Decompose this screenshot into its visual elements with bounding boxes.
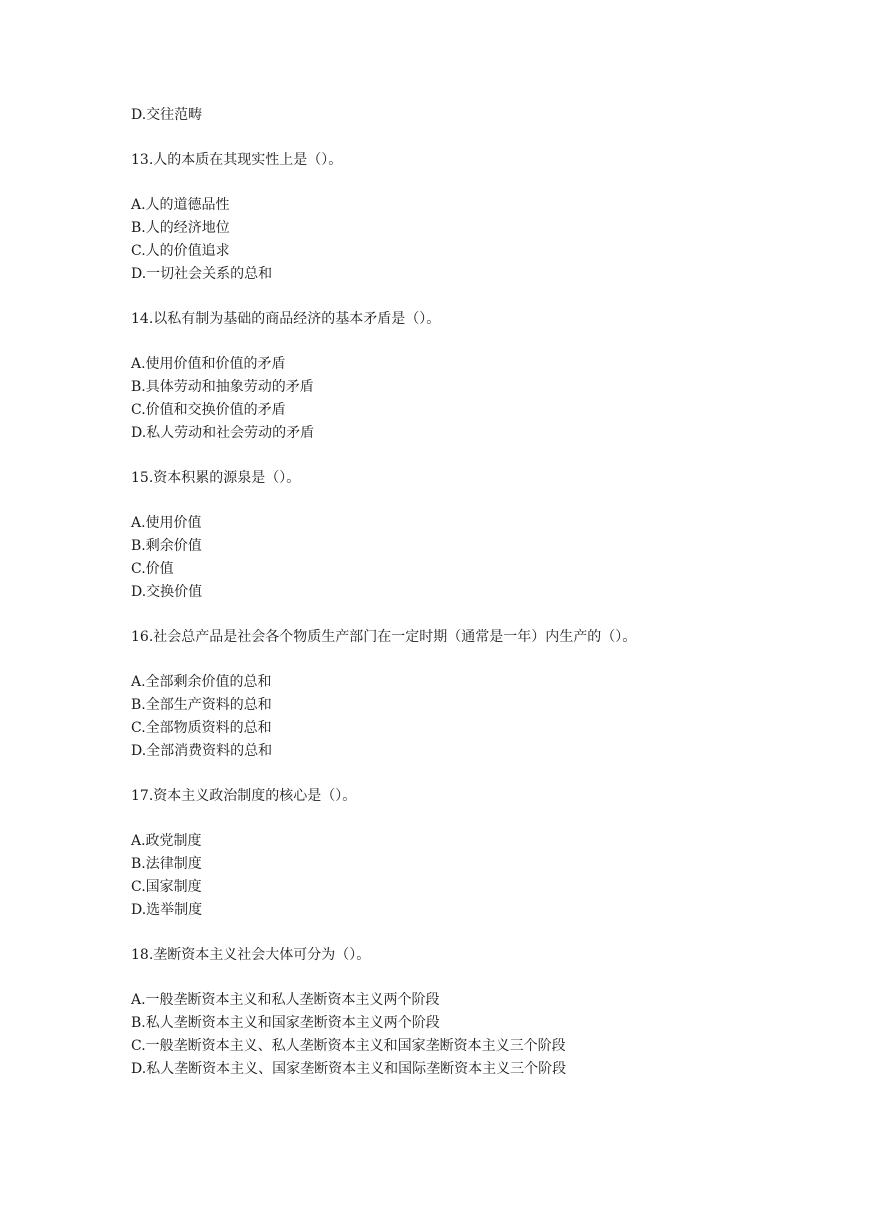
option-d: D.选举制度: [131, 902, 203, 918]
option-d: D.交换价值: [131, 584, 203, 600]
question-stem: 16.社会总产品是社会各个物质生产部门在一定时期（通常是一年）内生产的（）。: [131, 629, 637, 645]
option-a: A.使用价值: [131, 515, 202, 531]
option-b: B.法律制度: [131, 856, 202, 872]
question-stem: 15.资本积累的源泉是（）。: [131, 470, 301, 486]
question-13: [131, 149, 831, 286]
question-stem: 18.垄断资本主义社会大体可分为（）。: [131, 947, 371, 963]
option-d: D.私人劳动和社会劳动的矛盾: [131, 425, 315, 441]
option-d: D.全部消费资料的总和: [131, 743, 273, 759]
option-a: A.一般垄断资本主义和私人垄断资本主义两个阶段: [131, 992, 440, 1008]
option-b: B.私人垄断资本主义和国家垄断资本主义两个阶段: [131, 1015, 440, 1031]
question-14: [131, 308, 831, 445]
option-d: D.一切社会关系的总和: [131, 266, 273, 282]
option-a: A.人的道德品性: [131, 197, 230, 213]
option-b: B.具体劳动和抽象劳动的矛盾: [131, 379, 314, 395]
question-18: [131, 944, 831, 1081]
option-c: C.国家制度: [131, 879, 202, 895]
question-stem: 17.资本主义政治制度的核心是（）。: [131, 788, 357, 804]
question-16: [131, 626, 831, 763]
lead-option: D.交往范畴: [131, 107, 203, 123]
option-a: A.全部剩余价值的总和: [131, 674, 272, 690]
option-c: C.价值和交换价值的矛盾: [131, 402, 286, 418]
option-b: B.全部生产资料的总和: [131, 697, 272, 713]
question-stem: 14.以私有制为基础的商品经济的基本矛盾是（）。: [131, 311, 441, 327]
question-17: [131, 785, 831, 922]
option-a: A.使用价值和价值的矛盾: [131, 356, 286, 372]
question-15: [131, 467, 831, 604]
option-b: B.剩余价值: [131, 538, 202, 554]
question-stem: 13.人的本质在其现实性上是（）。: [131, 152, 343, 168]
document-page: [131, 104, 831, 1081]
option-c: C.人的价值追求: [131, 243, 230, 259]
option-c: C.一般垄断资本主义、私人垄断资本主义和国家垄断资本主义三个阶段: [131, 1038, 566, 1054]
option-d: D.私人垄断资本主义、国家垄断资本主义和国际垄断资本主义三个阶段: [131, 1061, 567, 1077]
option-b: B.人的经济地位: [131, 220, 230, 236]
option-c: C.价值: [131, 561, 174, 577]
option-c: C.全部物质资料的总和: [131, 720, 272, 736]
option-a: A.政党制度: [131, 833, 202, 849]
